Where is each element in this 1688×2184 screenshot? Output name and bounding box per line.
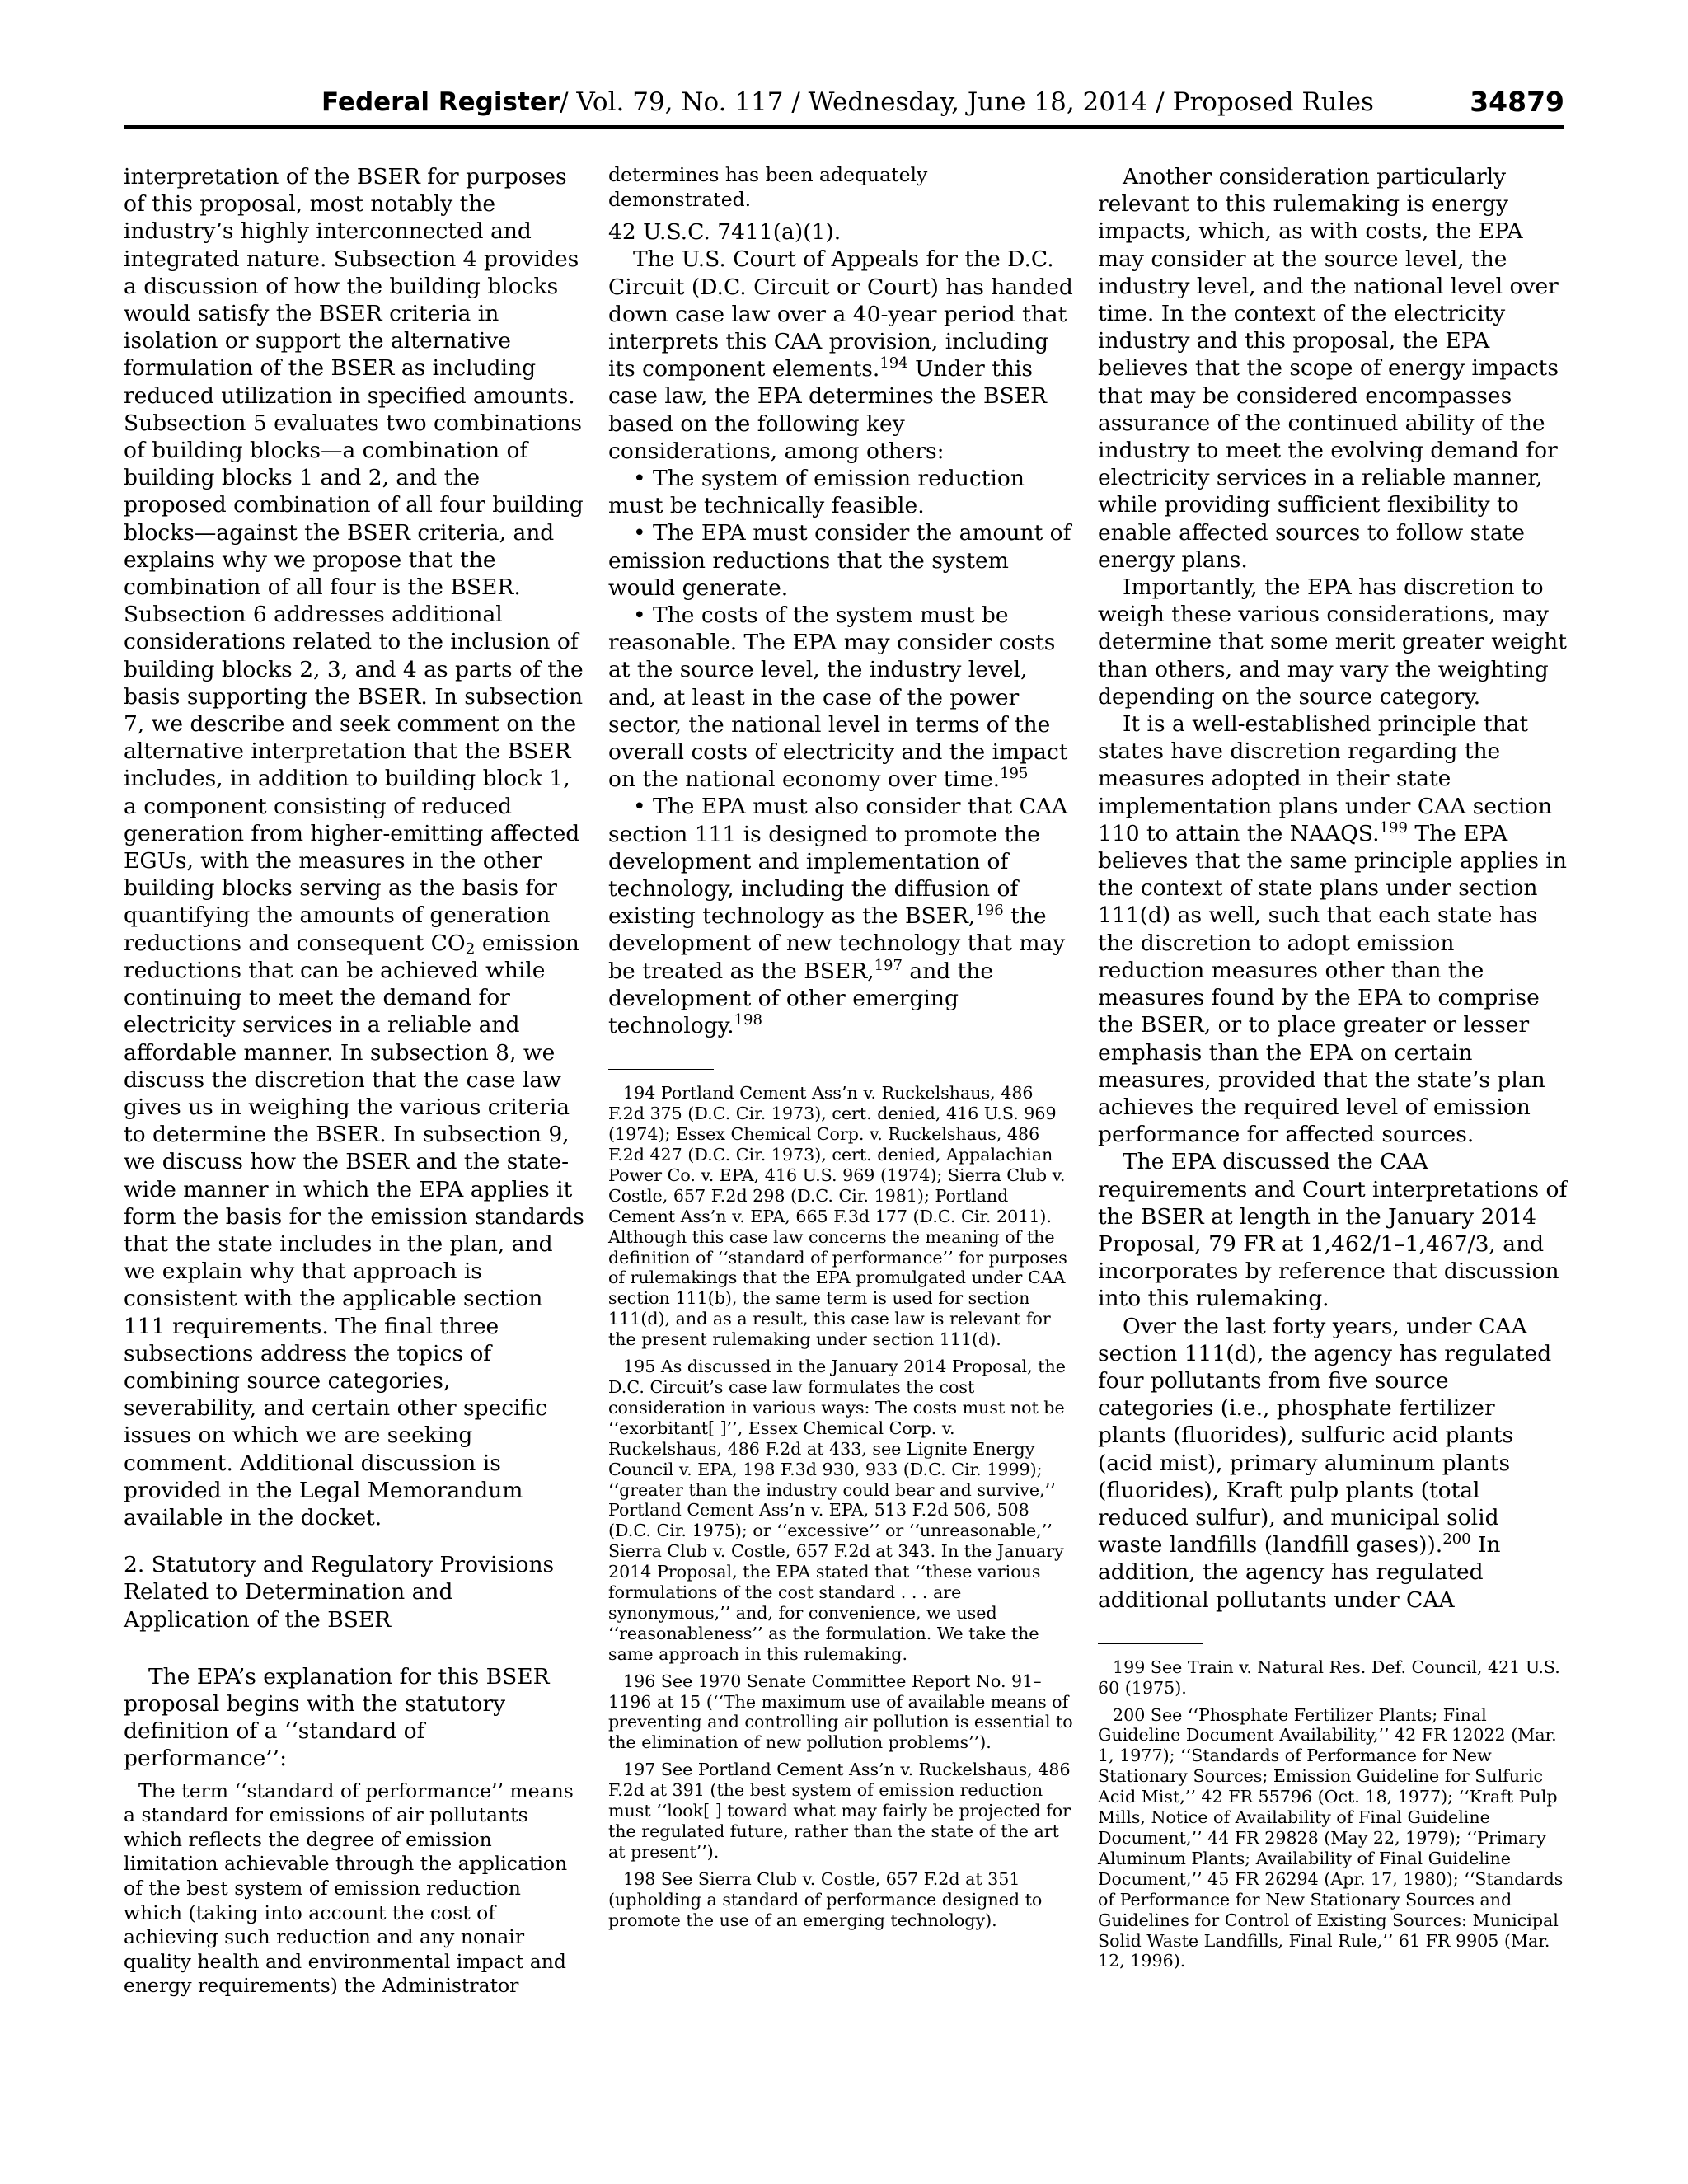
bullet-item: • The EPA must consider the amount of emission reductions that the system would generate. bbox=[608, 520, 1071, 601]
running-header bbox=[124, 86, 1564, 122]
footnote: 194 Portland Cement Ass’n v. Ruckelshaus, 486 F.2d 375 (D.C. Cir. 1973), cert. denied, 416 U.S. 969 (1974); Essex Chemical Corp. v. Ruckelshaus, 486 F.2d 427 (D.C. Cir. 1973), cert. denied, Appalachian Power Co. v. EPA, 416 U.S. 969 (1974); Sierra Club v. Costle, 657 F.2d 298 (D.C. Cir. 1981); Portland Cement Ass’n v. EPA, 665 F.3d 177 (D.C. Cir. 2011). Although this case law concerns the meaning of the definition of ‘‘standard of performance’’ for purposes of rulemakings that the EPA promulgated under CAA section 111(b), the same term is used for section 111(d), and as a result, this case law is relevant for the present rulemaking under section 111(d). bbox=[608, 1083, 1067, 1350]
footnote-ref: 196 bbox=[975, 902, 1004, 920]
paragraph: Another consideration particularly relevant to this rulemaking is energy impacts, which, as with costs, the EPA may consider at the source level, the industry level, and the national level over time. In the context of the electricity industry and this proposal, the EPA believes that the scope of energy impacts that may be considered encompasses assurance of the continued ability of the industry to meet the evolving demand for electricity services in a reliable manner, while providing sufficient flexibility to enable affected sources to follow state energy plans. bbox=[1098, 164, 1559, 573]
footnote: 200 See ‘‘Phosphate Fertilizer Plants; Final Guideline Document Availability,’’ 42 FR 12022 (Mar. 1, 1977); ‘‘Standards of Performance for New Stationary Sources; Emission Guideline for Sulfuric Acid Mist,’’ 42 FR 55796 (Oct. 18, 1977); ‘‘Kraft Pulp Mills, Notice of Availability of Final Guideline Document,’’ 44 FR 29828 (May 22, 1979); ‘‘Primary Aluminum Plants; Availability of Final Guideline Document,’’ 45 FR 26294 (Apr. 17, 1980); ‘‘Standards of Performance for New Stationary Sources and Guidelines for Control of Existing Sources: Municipal Solid Waste Landfills, Final Rule,’’ 61 FR 9905 (Mar. 12, 1996). bbox=[1098, 1704, 1564, 1971]
text-run: and the development of other emerging technology. bbox=[608, 958, 994, 1039]
paragraph bbox=[124, 163, 585, 1531]
text-run: emission reductions that can be achieved while continuing to meet the demand for electricity services in a reliable and affordable manner. In subsection 8, we discuss the discretion that the case law gives us in weighing the various criteria to determine the BSER. In subsection 9, we discuss how the BSER and the state-wide manner in which the EPA applies it form the basis for the emission standards that the state includes in the plan, and we explain why that approach is consistent with the applicable section 111 requirements. The final three subsections address the topics of combining source categories, severability, and certain other specific issues on which we are seeking comment. Additional discussion is provided in the Legal Memorandum available in the docket. bbox=[124, 930, 584, 1530]
bullet-item: • The system of emission reduction must be technically feasible. bbox=[608, 466, 1025, 519]
paragraph bbox=[1098, 1313, 1568, 1614]
paragraph bbox=[1098, 710, 1568, 1148]
section-heading: 2. Statutory and Regulatory Provisions Related to Determination and Application of the BSER bbox=[124, 1552, 555, 1633]
paragraph: The EPA’s explanation for this BSER proposal begins with the statutory definition of a ‘‘standard of performance’’: bbox=[124, 1663, 550, 1772]
footnote: 195 As discussed in the January 2014 Proposal, the D.C. Circuit’s case law formulates the cost consideration in various ways: The costs must not be ‘‘exorbitant[ ]’’, Essex Chemical Corp. v. Ruckelshaus, 486 F.2d at 433, see Lignite Energy Council v. EPA, 198 F.3d 930, 933 (D.C. Cir. 1999); ‘‘greater than the industry could bear and survive,’’ Portland Cement Ass’n v. EPA, 513 F.2d 506, 508 (D.C. Cir. 1975); or ‘‘excessive’’ or ‘‘unreasonable,’’ Sierra Club v. Costle, 657 F.2d at 343. In the January 2014 Proposal, the EPA stated that ‘‘these various formulations of the cost standard . . . are synonymous,’’ and, for convenience, we used ‘‘reasonableness’’ as the formulation. We take the same approach in this rulemaking. bbox=[608, 1357, 1066, 1664]
statutory-quote: The term ‘‘standard of performance’’ means a standard for emissions of air pollutants which reflects the degree of emission limitation achievable through the application of the best system of emission reduction which (taking into account the cost of achieving such reduction and any nonair quality health and environmental impact and energy requirements) the Administrator bbox=[124, 1779, 574, 1998]
footnote-ref: 194 bbox=[879, 354, 908, 373]
paragraph bbox=[608, 246, 1074, 465]
footnote: 197 See Portland Cement Ass’n v. Ruckelshaus, 486 F.2d at 391 (the best system of emission reduction must ‘‘look[ ] toward what may fairly be projected for the regulated future, rather than the state of the art at present’’). bbox=[608, 1760, 1071, 1862]
footnote-rule bbox=[608, 1069, 714, 1070]
bullet-item bbox=[608, 602, 1074, 793]
publication-name: Federal Register bbox=[321, 87, 560, 117]
citation: 42 U.S.C. 7411(a)(1). bbox=[608, 219, 842, 246]
paragraph: Importantly, the EPA has discretion to weigh these various considerations, may determine that some merit greater weight than others, and may vary the weighting depending on the source category. bbox=[1098, 574, 1567, 710]
issue-line: / Vol. 79, No. 117 / Wednesday, June 18, 2014 / Proposed Rules bbox=[560, 87, 1374, 117]
footnote-ref: 197 bbox=[874, 956, 903, 974]
page-number: 34879 bbox=[1470, 86, 1564, 118]
text-run: • The costs of the system must be reasonable. The EPA may consider costs at the source level, the industry level, and, at least in the case of the power sector, the national level in terms of the overall costs of electricity and the impact on the national economy over time. bbox=[608, 602, 1068, 793]
footnote-ref: 200 bbox=[1442, 1530, 1471, 1549]
text-run: The U.S. Court of Appeals for the D.C. Circuit (D.C. Circuit or Court) has handed down case law over a 40-year period that interprets this CAA provision, including its component elements. bbox=[608, 246, 1073, 382]
header-citation bbox=[321, 86, 1374, 119]
footnote: 199 See Train v. Natural Res. Def. Council, 421 U.S. 60 (1975). bbox=[1098, 1657, 1560, 1698]
subscript: 2 bbox=[465, 940, 476, 958]
paragraph: The EPA discussed the CAA requirements and Court interpretations of the BSER at length in the January 2014 Proposal, 79 FR at 1,462/1–1,467/3, and incorporates by reference that discussion into this rulemaking. bbox=[1098, 1149, 1568, 1312]
text-run: • The EPA must also consider that CAA section 111 is designed to promote the development and implementation of technology, including the diffusion of existing technology as the BSER, bbox=[608, 794, 1068, 930]
text-run: Under this case law, the EPA determines the BSER based on the following key considerations, among others: bbox=[608, 356, 1047, 464]
text-run: the development of new technology that may be treated as the BSER, bbox=[608, 903, 1066, 984]
footnote-ref: 198 bbox=[734, 1011, 762, 1029]
text-run: interpretation of the BSER for purposes of this proposal, most notably the industry’s highly interconnected and integrated nature. Subsection 4 provides a discussion of how the building blocks would satisfy the BSER criteria in isolation or support the alternative formulation of the BSER as including reduced utilization in specified amounts. Subsection 5 evaluates two combinations of building blocks—a combination of building blocks 1 and 2, and the proposed combination of all four building blocks—against the BSER criteria, and explains why we propose that the combination of all four is the BSER. Subsection 6 addresses additional considerations related to the inclusion of building blocks 2, 3, and 4 as parts of the basis supporting the BSER. In subsection 7, we describe and seek comment on the alternative interpretation that the BSER includes, in addition to building block 1, a component consisting of reduced generation from higher-emitting affected EGUs, with the measures in the other building blocks serving as the basis for quantifying the amounts of generation reductions and consequent CO bbox=[124, 164, 584, 956]
text-run: In addition, the agency has regulated additional pollutants under CAA bbox=[1098, 1532, 1501, 1613]
text-run: The EPA believes that the same principle applies in the context of state plans under section 111(d) as well, such that each state has the discretion to adopt emission reduction measures other than the measures found by the EPA to comprise the BSER, or to place greater or lesser emphasis than the EPA on certain measures, provided that the state’s plan achieves the required level of emission performance for affected sources. bbox=[1098, 820, 1567, 1148]
footnote: 198 See Sierra Club v. Costle, 657 F.2d at 351 (upholding a standard of performance designed to promote the use of an emerging technology). bbox=[608, 1868, 1043, 1930]
text-run: Over the last forty years, under CAA section 111(d), the agency has regulated four pollutants from five source categories (i.e., phosphate fertilizer plants (fluorides), sulfuric acid plants (acid mist), primary aluminum plants (fluorides), Kraft pulp plants (total reduced sulfur), and municipal solid waste landfills (landfill gases)). bbox=[1098, 1313, 1552, 1558]
column-3 bbox=[1098, 163, 1568, 1978]
column-1 bbox=[124, 163, 585, 1999]
bullet-item bbox=[608, 793, 1074, 1039]
footnote: 196 See 1970 Senate Committee Report No. 91–1196 at 15 (‘‘The maximum use of available means of preventing and controlling air pollution is essential to the elimination of new pollution problems’’). bbox=[608, 1671, 1073, 1753]
column-2 bbox=[608, 163, 1074, 1938]
statutory-quote-end: determines has been adequately demonstrated. bbox=[608, 163, 928, 211]
text-run: It is a well-established principle that states have discretion regarding the measures adopted in their state implementation plans under CAA section 110 to attain the NAAQS. bbox=[1098, 711, 1553, 846]
footnote-ref: 195 bbox=[1000, 765, 1029, 783]
footnote-ref: 199 bbox=[1379, 818, 1408, 837]
header-rule-thick bbox=[124, 125, 1564, 129]
footnote-rule bbox=[1098, 1643, 1203, 1644]
